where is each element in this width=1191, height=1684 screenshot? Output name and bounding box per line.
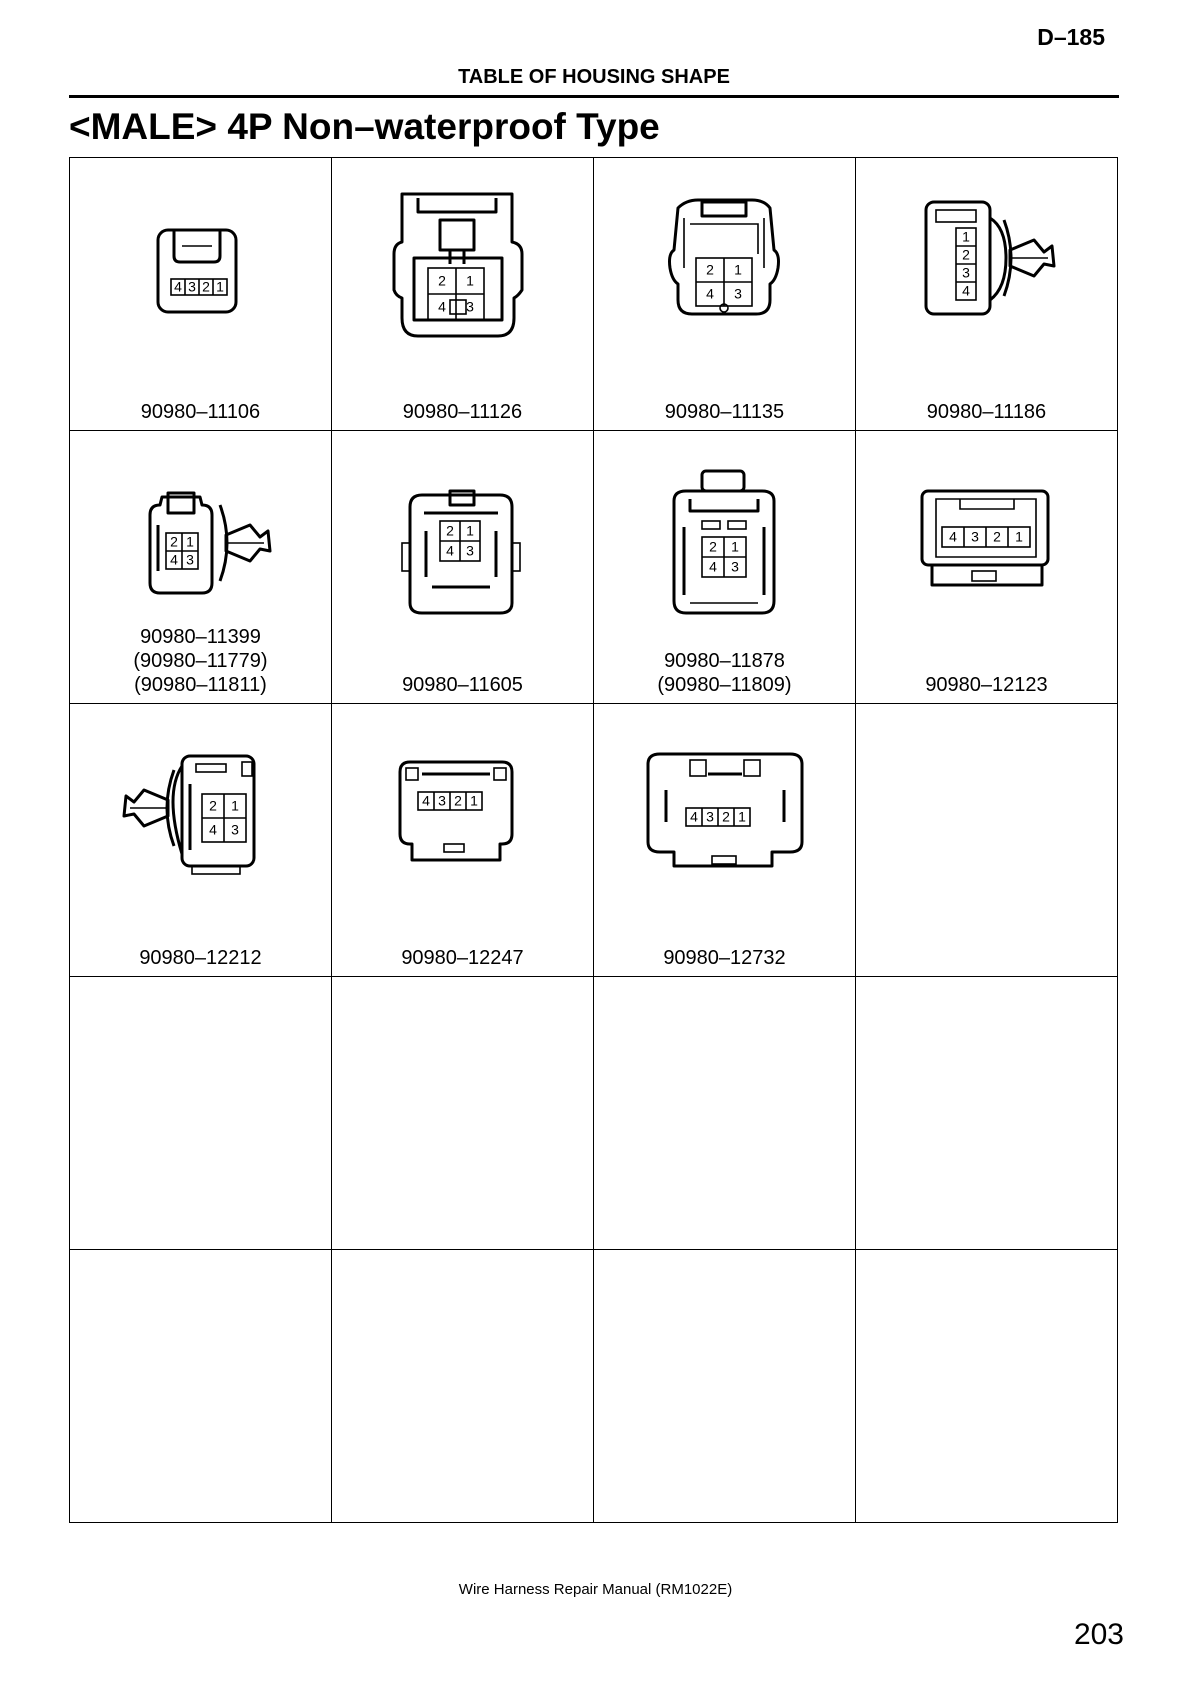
pin-label: 3 (962, 264, 970, 281)
page-title: <MALE> 4P Non–waterproof Type (69, 106, 660, 147)
pin-label: 1 (466, 522, 474, 539)
pin-label: 1 (466, 272, 474, 289)
housing-cell (332, 1250, 594, 1523)
pin-label: 4 (446, 542, 454, 559)
connector-housing-drawing (594, 704, 855, 934)
pin-label: 2 (438, 272, 446, 289)
pin-label: 1 (962, 228, 970, 245)
housing-cell (594, 158, 856, 431)
pin-label: 1 (734, 261, 742, 278)
part-number: 90980–12123 (925, 674, 1048, 696)
connector-housing-drawing (332, 704, 593, 934)
connector-housing-drawing (856, 158, 1117, 388)
part-number-list (856, 400, 1117, 424)
housing-cell (856, 431, 1118, 704)
pin-label: 4 (422, 792, 430, 809)
housing-cell (70, 158, 332, 431)
housing-cell (594, 431, 856, 704)
part-number: 90980–11878 (664, 650, 785, 672)
part-number-list (332, 946, 593, 970)
part-number-list (856, 673, 1117, 697)
housing-cell (594, 1250, 856, 1523)
housing-cell (70, 977, 332, 1250)
part-number-list (70, 946, 331, 970)
pin-label: 3 (734, 285, 742, 302)
pin-label: 3 (466, 542, 474, 559)
connector-housing-drawing (856, 431, 1117, 661)
part-number: 90980–12247 (401, 947, 524, 969)
housing-cell (856, 704, 1118, 977)
housing-cell (332, 977, 594, 1250)
pin-label: 3 (731, 558, 739, 575)
housing-cell (332, 704, 594, 977)
connector-housing-drawing (332, 431, 593, 661)
connector-housing-drawing (594, 431, 855, 661)
pin-label: 2 (170, 533, 178, 550)
pin-label: 4 (174, 278, 182, 295)
part-number: (90980–11811) (134, 674, 267, 696)
table-row (70, 977, 1118, 1250)
pin-label: 2 (993, 528, 1001, 545)
part-number: 90980–11106 (140, 401, 261, 423)
part-number-list (70, 400, 331, 424)
pin-label: 1 (1015, 528, 1023, 545)
housing-cell (332, 431, 594, 704)
pin-label: 4 (949, 528, 957, 545)
housing-cell (70, 1250, 332, 1523)
pin-label: 4 (709, 558, 717, 575)
pin-label: 2 (962, 246, 970, 263)
part-number-list (332, 673, 593, 697)
pin-label: 4 (209, 821, 217, 838)
pin-label: 1 (470, 792, 478, 809)
pin-label: 3 (466, 298, 474, 315)
pin-label: 3 (971, 528, 979, 545)
pin-label: 4 (438, 298, 446, 315)
pin-label: 1 (231, 797, 239, 814)
pin-label: 4 (170, 551, 178, 568)
housing-cell (856, 1250, 1118, 1523)
pin-label: 3 (706, 808, 714, 825)
part-number: (90980–11809) (657, 674, 792, 696)
part-number-list (594, 649, 855, 697)
header-rule (69, 95, 1119, 98)
connector-housing-drawing (332, 158, 593, 388)
pin-label: 2 (446, 522, 454, 539)
table-row (70, 158, 1118, 431)
part-number: 90980–12212 (139, 947, 262, 969)
pin-label: 1 (731, 538, 739, 555)
pin-label: 2 (209, 797, 217, 814)
housing-cell (70, 704, 332, 977)
pin-label: 2 (454, 792, 462, 809)
housing-cell (332, 158, 594, 431)
table-row (70, 1250, 1118, 1523)
pin-label: 2 (706, 261, 714, 278)
pin-label: 4 (706, 285, 714, 302)
part-number-list (594, 400, 855, 424)
part-number: 90980–11135 (664, 401, 785, 423)
pin-label: 4 (690, 808, 698, 825)
section-code: D–185 (1037, 24, 1105, 50)
part-number: 90980–11605 (402, 674, 523, 696)
connector-housing-drawing (594, 158, 855, 388)
part-number: (90980–11779) (133, 650, 268, 672)
pin-label: 1 (738, 808, 746, 825)
pin-label: 3 (188, 278, 196, 295)
housing-cell (70, 431, 332, 704)
part-number: 90980–12732 (663, 947, 786, 969)
pin-label: 1 (186, 533, 194, 550)
section-name: TABLE OF HOUSING SHAPE (458, 66, 730, 88)
pin-label: 2 (709, 538, 717, 555)
part-number-list (594, 946, 855, 970)
part-number: 90980–11126 (402, 401, 523, 423)
footer-manual-title: Wire Harness Repair Manual (RM1022E) (458, 1581, 733, 1598)
pin-label: 3 (231, 821, 239, 838)
housing-shape-table (69, 157, 1118, 1523)
pin-label: 1 (216, 278, 224, 295)
part-number-list (332, 400, 593, 424)
housing-cell (856, 158, 1118, 431)
housing-cell (594, 977, 856, 1250)
pin-label: 4 (962, 282, 970, 299)
housing-cell (594, 704, 856, 977)
pin-label: 2 (202, 278, 210, 295)
table-row (70, 704, 1118, 977)
part-number: 90980–11399 (140, 626, 261, 648)
pin-label: 3 (438, 792, 446, 809)
housing-cell (856, 977, 1118, 1250)
table-row (70, 431, 1118, 704)
page-number: 203 (1073, 1618, 1124, 1651)
pin-label: 3 (186, 551, 194, 568)
part-number: 90980–11186 (926, 401, 1047, 423)
connector-housing-drawing (70, 158, 331, 388)
connector-housing-drawing (70, 704, 331, 934)
pin-label: 2 (722, 808, 730, 825)
part-number-list (70, 625, 331, 697)
